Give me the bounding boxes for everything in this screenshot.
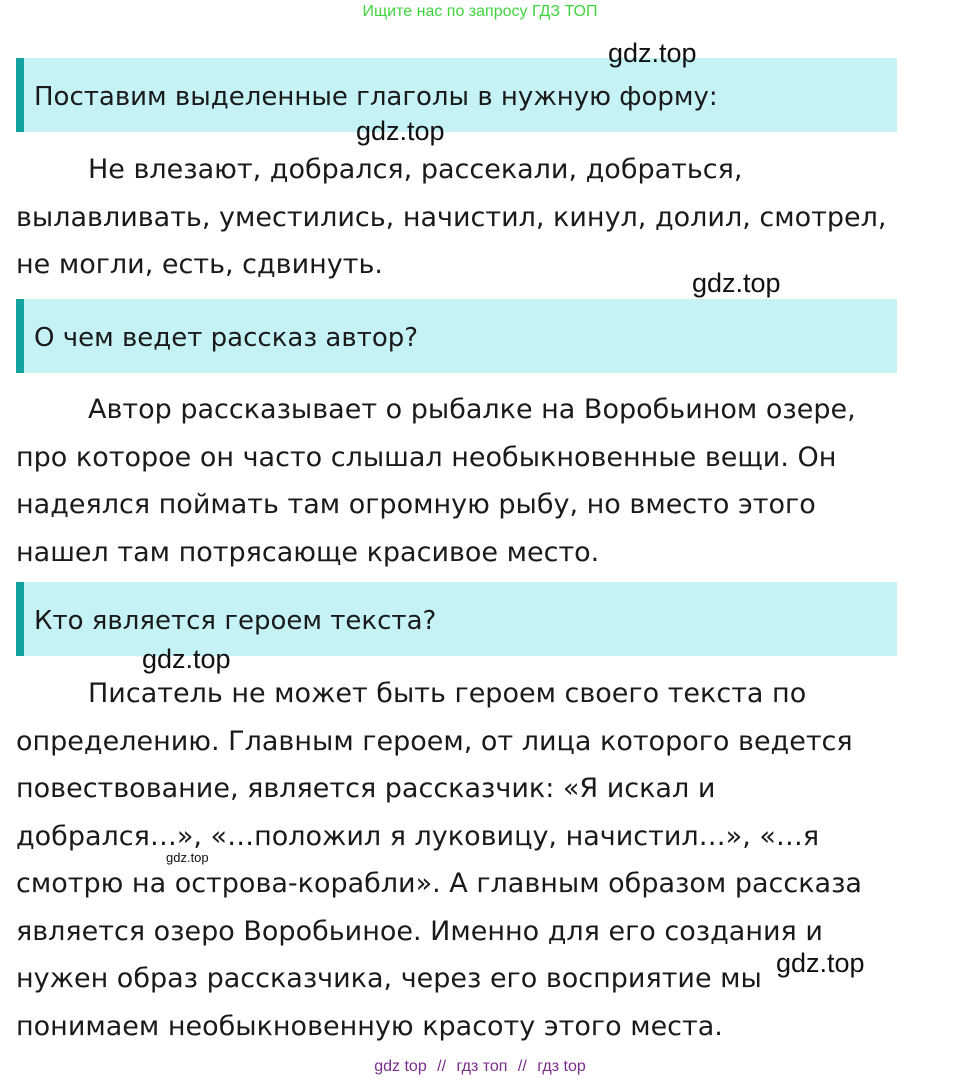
question-heading-3-text: Кто является героем текста?	[34, 606, 437, 636]
footer-separator-1: //	[437, 1058, 447, 1075]
answer-paragraph-2: Автор рассказывает о рыбалке на Воробьином озере, про которое он часто слышал необыкновенные вещи. Он надеялся поймать там огромную рыбу, но вместо этого нашел там потрясающе красивое место.	[16, 394, 856, 568]
watermark-3: gdz.top	[692, 268, 781, 298]
footer-link-1[interactable]: gdz top	[374, 1058, 427, 1075]
answer-paragraph-1: Не влезают, добрался, рассекали, добраться, вылавливать, уместились, начистил, кинул, долил, смотрел, не могли, есть, сдвинуть.	[16, 154, 887, 280]
footer-links	[0, 1058, 960, 1076]
top-search-hint[interactable]: Ищите нас по запросу ГДЗ ТОП	[362, 3, 598, 20]
watermark-1: gdz.top	[608, 38, 697, 68]
question-heading-2	[16, 299, 897, 373]
answer-paragraph-3: Писатель не может быть героем своего текста по определению. Главным героем, от лица которого ведется повествование, является рассказчик: «Я искал и добрался…», «…положил я луковицу, начистил…», «…я смотрю на острова-корабли». А главным образом рассказа является озеро Воробьиное. Именно для его создания и нужен образ рассказчика, через его восприятие мы понимаем необыкновенную красоту этого места.	[16, 678, 862, 1042]
question-heading-1	[16, 58, 897, 132]
watermark-6: gdz.top	[776, 948, 865, 978]
footer-link-3[interactable]: гдз top	[537, 1058, 586, 1075]
question-heading-2-text: О чем ведет рассказ автор?	[34, 323, 419, 353]
watermark-5: gdz.top	[166, 850, 209, 865]
watermark-2: gdz.top	[356, 116, 445, 146]
question-heading-1-text: Поставим выделенные глаголы в нужную форму:	[34, 82, 718, 112]
footer-link-2[interactable]: гдз топ	[456, 1058, 508, 1075]
watermark-4: gdz.top	[142, 644, 231, 674]
footer-separator-2: //	[517, 1058, 527, 1075]
